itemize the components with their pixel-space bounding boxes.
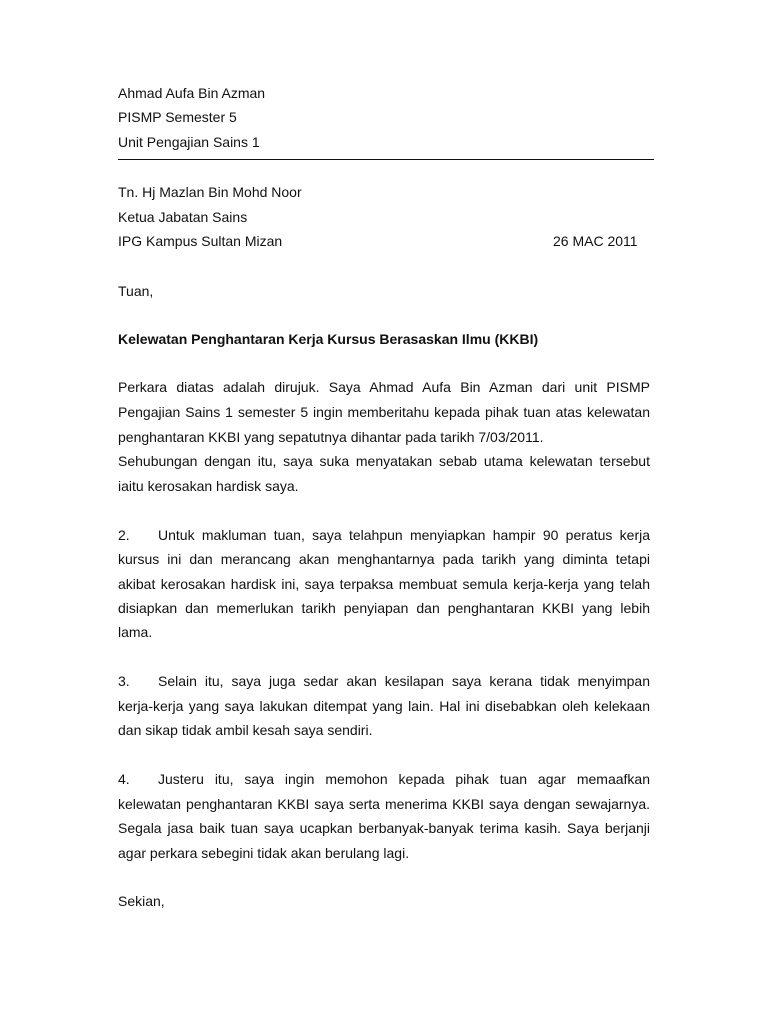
para3-line-1-text: Selain itu, saya juga sedar akan kesilapan saya kerana tidak menyimpan: [158, 673, 650, 689]
letter-subject: Kelewatan Penghantaran Kerja Kursus Berasaskan Ilmu (KKBI): [118, 331, 539, 347]
para2-line-5: lama.: [118, 624, 153, 640]
para2-line-4: disiapkan dan memerlukan tarikh penyiapan dan penghantaran KKBI yang lebih: [118, 600, 650, 616]
para2-line-1-text: Untuk makluman tuan, saya telahpun menyiapkan hampir 90 peratus kerja: [158, 527, 650, 543]
para4-line-1-text: Justeru itu, saya ingin memohon kepada pihak tuan agar memaafkan: [158, 771, 650, 787]
header-divider: [118, 159, 654, 160]
para1-line-4: Sehubungan dengan itu, saya suka menyatakan sebab utama kelewatan tersebut: [118, 453, 650, 469]
para3-line-2: kerja-kerja yang saya lakukan ditempat yang lain. Hal ini disebabkan oleh kelekaan: [118, 698, 650, 714]
para2-line-3: akibat kerosakan hardisk ini, saya terpaksa membuat semula kerja-kerja yang telah: [118, 576, 650, 592]
para4-line-3: Segala jasa baik tuan saya ucapkan berbanyak-banyak terima kasih. Saya berjanji: [118, 820, 650, 836]
para1-line-1: Perkara diatas adalah dirujuk. Saya Ahmad Aufa Bin Azman dari unit PISMP: [118, 379, 650, 395]
para1-line-5: iaitu kerosakan hardisk saya.: [118, 478, 299, 494]
para1-line-2: Pengajian Sains 1 semester 5 ingin memberitahu kepada pihak tuan atas kelewatan: [118, 404, 650, 420]
sender-program: PISMP Semester 5: [118, 109, 237, 125]
para3-line-1: [118, 672, 650, 690]
para1-line-3: penghantaran KKBI yang sepatutnya dihantar pada tarikh 7/03/2011.: [118, 429, 544, 445]
para3-number: 3.: [118, 673, 130, 689]
para4-number: 4.: [118, 771, 130, 787]
sender-unit: Unit Pengajian Sains 1: [118, 134, 260, 150]
recipient-name: Tn. Hj Mazlan Bin Mohd Noor: [118, 184, 302, 200]
para3-line-3: dan sikap tidak ambil kesah saya sendiri.: [118, 722, 373, 738]
para2-line-2: kursus ini dan merancang akan menghantarnya pada tarikh yang diminta tetapi: [118, 551, 650, 567]
sender-name: Ahmad Aufa Bin Azman: [118, 85, 266, 101]
para2-line-1: [118, 526, 650, 544]
para4-line-2: kelewatan penghantaran KKBI saya serta menerima KKBI saya dengan sewajarnya.: [118, 796, 650, 812]
para4-line-1: [118, 770, 650, 788]
closing: Sekian,: [118, 893, 165, 909]
para2-number: 2.: [118, 527, 130, 543]
salutation: Tuan,: [118, 283, 154, 299]
recipient-institution: IPG Kampus Sultan Mizan: [118, 233, 283, 249]
para4-line-4: agar perkara sebegini tidak akan berulang lagi.: [118, 845, 410, 861]
letter-date: 26 MAC 2011: [553, 233, 638, 249]
recipient-title: Ketua Jabatan Sains: [118, 209, 248, 225]
